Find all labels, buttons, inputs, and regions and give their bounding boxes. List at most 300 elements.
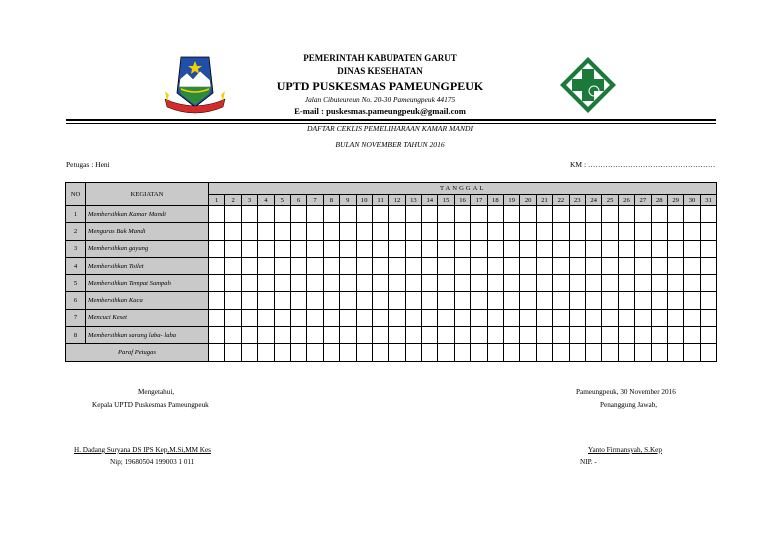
check-cell[interactable] bbox=[618, 206, 634, 223]
day-header-cell: 4 bbox=[258, 195, 274, 206]
check-cell[interactable] bbox=[258, 240, 274, 257]
check-cell[interactable] bbox=[241, 327, 257, 344]
check-cell[interactable] bbox=[274, 206, 290, 223]
check-cell[interactable] bbox=[209, 275, 225, 292]
check-cell[interactable] bbox=[225, 257, 241, 274]
check-cell[interactable] bbox=[405, 327, 421, 344]
check-cell[interactable] bbox=[372, 275, 388, 292]
check-cell[interactable] bbox=[471, 206, 487, 223]
check-cell[interactable] bbox=[553, 309, 569, 326]
check-cell[interactable] bbox=[241, 223, 257, 240]
check-cell[interactable] bbox=[504, 292, 520, 309]
check-cell[interactable] bbox=[700, 275, 717, 292]
check-cell[interactable] bbox=[454, 206, 470, 223]
check-cell[interactable] bbox=[487, 257, 503, 274]
check-cell[interactable] bbox=[618, 257, 634, 274]
table-row bbox=[66, 292, 717, 309]
check-cell[interactable] bbox=[340, 206, 356, 223]
check-cell[interactable] bbox=[569, 309, 585, 326]
check-cell[interactable] bbox=[602, 327, 618, 344]
check-cell[interactable] bbox=[602, 206, 618, 223]
check-cell[interactable] bbox=[290, 327, 306, 344]
check-cell[interactable] bbox=[471, 292, 487, 309]
check-cell[interactable] bbox=[504, 257, 520, 274]
check-cell[interactable] bbox=[635, 240, 651, 257]
check-cell[interactable] bbox=[307, 275, 323, 292]
check-cell[interactable] bbox=[389, 275, 405, 292]
check-cell[interactable] bbox=[504, 275, 520, 292]
check-cell[interactable] bbox=[274, 223, 290, 240]
check-cell[interactable] bbox=[651, 223, 667, 240]
check-cell[interactable] bbox=[290, 275, 306, 292]
check-cell[interactable] bbox=[405, 257, 421, 274]
check-cell[interactable] bbox=[389, 292, 405, 309]
check-cell[interactable] bbox=[536, 206, 552, 223]
check-cell[interactable] bbox=[487, 292, 503, 309]
check-cell[interactable] bbox=[553, 327, 569, 344]
check-cell[interactable] bbox=[667, 206, 683, 223]
check-cell[interactable] bbox=[700, 206, 717, 223]
check-cell[interactable] bbox=[667, 292, 683, 309]
check-cell[interactable] bbox=[651, 240, 667, 257]
day-header-cell: 15 bbox=[438, 195, 454, 206]
check-cell[interactable] bbox=[258, 257, 274, 274]
check-cell[interactable] bbox=[471, 327, 487, 344]
check-cell[interactable] bbox=[438, 275, 454, 292]
check-cell[interactable] bbox=[438, 292, 454, 309]
check-cell[interactable] bbox=[454, 309, 470, 326]
activity-cell: Membersihkan Tempat Sampah bbox=[86, 275, 209, 292]
check-cell[interactable] bbox=[438, 206, 454, 223]
check-cell[interactable] bbox=[569, 240, 585, 257]
check-cell[interactable] bbox=[290, 309, 306, 326]
check-cell[interactable] bbox=[585, 257, 601, 274]
check-cell[interactable] bbox=[323, 275, 339, 292]
check-cell[interactable] bbox=[323, 257, 339, 274]
check-cell[interactable] bbox=[618, 327, 634, 344]
check-cell[interactable] bbox=[504, 223, 520, 240]
check-cell[interactable] bbox=[684, 257, 700, 274]
check-cell[interactable] bbox=[356, 275, 372, 292]
check-cell[interactable] bbox=[209, 309, 225, 326]
check-cell[interactable] bbox=[209, 206, 225, 223]
check-cell[interactable] bbox=[290, 206, 306, 223]
check-cell[interactable] bbox=[684, 309, 700, 326]
check-cell[interactable] bbox=[389, 257, 405, 274]
check-cell[interactable] bbox=[258, 327, 274, 344]
check-cell[interactable] bbox=[651, 309, 667, 326]
check-cell[interactable] bbox=[585, 327, 601, 344]
check-cell[interactable] bbox=[667, 257, 683, 274]
check-cell[interactable] bbox=[225, 206, 241, 223]
check-cell[interactable] bbox=[602, 275, 618, 292]
check-cell[interactable] bbox=[258, 292, 274, 309]
check-cell[interactable] bbox=[422, 309, 438, 326]
day-header-cell: 21 bbox=[536, 195, 552, 206]
check-cell[interactable] bbox=[405, 223, 421, 240]
check-cell[interactable] bbox=[471, 257, 487, 274]
paraf-cell[interactable] bbox=[258, 344, 274, 362]
check-cell[interactable] bbox=[225, 292, 241, 309]
paraf-cell[interactable] bbox=[667, 344, 683, 362]
check-cell[interactable] bbox=[700, 309, 717, 326]
check-cell[interactable] bbox=[307, 292, 323, 309]
check-cell[interactable] bbox=[323, 292, 339, 309]
check-cell[interactable] bbox=[553, 206, 569, 223]
check-cell[interactable] bbox=[225, 309, 241, 326]
check-cell[interactable] bbox=[602, 292, 618, 309]
check-cell[interactable] bbox=[241, 240, 257, 257]
check-cell[interactable] bbox=[241, 275, 257, 292]
paraf-cell[interactable] bbox=[536, 344, 552, 362]
check-cell[interactable] bbox=[258, 223, 274, 240]
check-cell[interactable] bbox=[536, 223, 552, 240]
check-cell[interactable] bbox=[372, 292, 388, 309]
check-cell[interactable] bbox=[372, 240, 388, 257]
check-cell[interactable] bbox=[356, 309, 372, 326]
day-header-cell: 5 bbox=[274, 195, 290, 206]
check-cell[interactable] bbox=[454, 292, 470, 309]
check-cell[interactable] bbox=[667, 275, 683, 292]
paraf-cell[interactable] bbox=[618, 344, 634, 362]
check-cell[interactable] bbox=[340, 257, 356, 274]
check-cell[interactable] bbox=[536, 292, 552, 309]
check-cell[interactable] bbox=[307, 257, 323, 274]
paraf-cell[interactable] bbox=[504, 344, 520, 362]
check-cell[interactable] bbox=[635, 275, 651, 292]
check-cell[interactable] bbox=[618, 240, 634, 257]
paraf-cell[interactable] bbox=[340, 344, 356, 362]
footer-left-label-1: Mengetahui, bbox=[138, 388, 175, 396]
check-cell[interactable] bbox=[684, 275, 700, 292]
paraf-cell[interactable] bbox=[422, 344, 438, 362]
check-cell[interactable] bbox=[520, 206, 536, 223]
check-cell[interactable] bbox=[553, 223, 569, 240]
check-cell[interactable] bbox=[225, 327, 241, 344]
paraf-cell[interactable] bbox=[438, 344, 454, 362]
check-cell[interactable] bbox=[422, 275, 438, 292]
paraf-cell[interactable] bbox=[290, 344, 306, 362]
check-cell[interactable] bbox=[651, 206, 667, 223]
check-cell[interactable] bbox=[307, 206, 323, 223]
paraf-cell[interactable] bbox=[454, 344, 470, 362]
check-cell[interactable] bbox=[422, 206, 438, 223]
check-cell[interactable] bbox=[700, 327, 717, 344]
check-cell[interactable] bbox=[209, 292, 225, 309]
check-cell[interactable] bbox=[274, 257, 290, 274]
check-cell[interactable] bbox=[372, 327, 388, 344]
check-cell[interactable] bbox=[356, 223, 372, 240]
check-cell[interactable] bbox=[651, 327, 667, 344]
check-cell[interactable] bbox=[585, 223, 601, 240]
footer-right-nip: NIP. - bbox=[580, 458, 597, 466]
check-cell[interactable] bbox=[684, 292, 700, 309]
puskesmas-green-cross-emblem-icon bbox=[558, 55, 618, 115]
check-cell[interactable] bbox=[241, 292, 257, 309]
check-cell[interactable] bbox=[356, 240, 372, 257]
check-cell[interactable] bbox=[454, 275, 470, 292]
paraf-cell[interactable] bbox=[307, 344, 323, 362]
check-cell[interactable] bbox=[389, 206, 405, 223]
check-cell[interactable] bbox=[553, 257, 569, 274]
check-cell[interactable] bbox=[307, 223, 323, 240]
table-row bbox=[66, 223, 717, 240]
check-cell[interactable] bbox=[536, 309, 552, 326]
check-cell[interactable] bbox=[684, 206, 700, 223]
table-row bbox=[66, 257, 717, 274]
check-cell[interactable] bbox=[340, 275, 356, 292]
check-cell[interactable] bbox=[405, 240, 421, 257]
check-cell[interactable] bbox=[241, 206, 257, 223]
check-cell[interactable] bbox=[569, 206, 585, 223]
check-cell[interactable] bbox=[422, 257, 438, 274]
check-cell[interactable] bbox=[209, 327, 225, 344]
check-cell[interactable] bbox=[454, 327, 470, 344]
check-cell[interactable] bbox=[667, 309, 683, 326]
check-cell[interactable] bbox=[290, 240, 306, 257]
paraf-cell[interactable] bbox=[602, 344, 618, 362]
check-cell[interactable] bbox=[487, 309, 503, 326]
check-cell[interactable] bbox=[618, 275, 634, 292]
paraf-cell[interactable] bbox=[274, 344, 290, 362]
check-cell[interactable] bbox=[553, 275, 569, 292]
check-cell[interactable] bbox=[274, 327, 290, 344]
check-cell[interactable] bbox=[405, 206, 421, 223]
checklist-table bbox=[65, 182, 717, 362]
check-cell[interactable] bbox=[585, 292, 601, 309]
check-cell[interactable] bbox=[225, 240, 241, 257]
check-cell[interactable] bbox=[569, 275, 585, 292]
paraf-cell[interactable] bbox=[323, 344, 339, 362]
check-cell[interactable] bbox=[700, 257, 717, 274]
check-cell[interactable] bbox=[356, 292, 372, 309]
row-number: 4 bbox=[66, 257, 86, 274]
paraf-cell[interactable] bbox=[569, 344, 585, 362]
check-cell[interactable] bbox=[569, 257, 585, 274]
check-cell[interactable] bbox=[290, 292, 306, 309]
check-cell[interactable] bbox=[471, 309, 487, 326]
check-cell[interactable] bbox=[487, 206, 503, 223]
paraf-cell[interactable] bbox=[635, 344, 651, 362]
check-cell[interactable] bbox=[585, 240, 601, 257]
check-cell[interactable] bbox=[651, 275, 667, 292]
check-cell[interactable] bbox=[569, 223, 585, 240]
check-cell[interactable] bbox=[635, 257, 651, 274]
paraf-cell[interactable] bbox=[356, 344, 372, 362]
check-cell[interactable] bbox=[323, 309, 339, 326]
check-cell[interactable] bbox=[651, 292, 667, 309]
check-cell[interactable] bbox=[585, 275, 601, 292]
check-cell[interactable] bbox=[504, 206, 520, 223]
check-cell[interactable] bbox=[209, 257, 225, 274]
check-cell[interactable] bbox=[389, 240, 405, 257]
day-header-cell: 20 bbox=[520, 195, 536, 206]
check-cell[interactable] bbox=[602, 309, 618, 326]
check-cell[interactable] bbox=[274, 309, 290, 326]
header-line-1: PEMERINTAH KABUPATEN GARUT bbox=[303, 53, 457, 63]
row-number: 3 bbox=[66, 240, 86, 257]
check-cell[interactable] bbox=[635, 206, 651, 223]
check-cell[interactable] bbox=[438, 257, 454, 274]
document-period: BULAN NOVEMBER TAHUN 2016 bbox=[335, 140, 445, 149]
check-cell[interactable] bbox=[471, 240, 487, 257]
check-cell[interactable] bbox=[405, 309, 421, 326]
check-cell[interactable] bbox=[520, 327, 536, 344]
check-cell[interactable] bbox=[258, 206, 274, 223]
check-cell[interactable] bbox=[602, 223, 618, 240]
check-cell[interactable] bbox=[504, 240, 520, 257]
paraf-cell[interactable] bbox=[520, 344, 536, 362]
paraf-cell[interactable] bbox=[241, 344, 257, 362]
paraf-cell[interactable] bbox=[389, 344, 405, 362]
check-cell[interactable] bbox=[241, 257, 257, 274]
paraf-cell[interactable] bbox=[684, 344, 700, 362]
check-cell[interactable] bbox=[209, 223, 225, 240]
check-cell[interactable] bbox=[618, 292, 634, 309]
activity-cell: Membersihkan gayung bbox=[86, 240, 209, 257]
check-cell[interactable] bbox=[340, 223, 356, 240]
check-cell[interactable] bbox=[405, 275, 421, 292]
check-cell[interactable] bbox=[225, 275, 241, 292]
check-cell[interactable] bbox=[635, 309, 651, 326]
check-cell[interactable] bbox=[700, 240, 717, 257]
check-cell[interactable] bbox=[684, 240, 700, 257]
check-cell[interactable] bbox=[569, 292, 585, 309]
check-cell[interactable] bbox=[487, 240, 503, 257]
check-cell[interactable] bbox=[356, 257, 372, 274]
check-cell[interactable] bbox=[340, 327, 356, 344]
check-cell[interactable] bbox=[307, 240, 323, 257]
check-cell[interactable] bbox=[274, 240, 290, 257]
check-cell[interactable] bbox=[438, 327, 454, 344]
check-cell[interactable] bbox=[290, 257, 306, 274]
check-cell[interactable] bbox=[487, 223, 503, 240]
check-cell[interactable] bbox=[569, 327, 585, 344]
check-cell[interactable] bbox=[422, 292, 438, 309]
check-cell[interactable] bbox=[356, 327, 372, 344]
check-cell[interactable] bbox=[520, 223, 536, 240]
check-cell[interactable] bbox=[684, 327, 700, 344]
paraf-cell[interactable] bbox=[700, 344, 717, 362]
check-cell[interactable] bbox=[307, 309, 323, 326]
check-cell[interactable] bbox=[438, 309, 454, 326]
check-cell[interactable] bbox=[684, 223, 700, 240]
check-cell[interactable] bbox=[536, 327, 552, 344]
paraf-label: Paraf Petugas bbox=[66, 344, 209, 362]
check-cell[interactable] bbox=[438, 223, 454, 240]
check-cell[interactable] bbox=[389, 327, 405, 344]
check-cell[interactable] bbox=[585, 309, 601, 326]
check-cell[interactable] bbox=[553, 292, 569, 309]
check-cell[interactable] bbox=[454, 223, 470, 240]
paraf-cell[interactable] bbox=[487, 344, 503, 362]
check-cell[interactable] bbox=[487, 275, 503, 292]
check-cell[interactable] bbox=[274, 275, 290, 292]
paraf-cell[interactable] bbox=[405, 344, 421, 362]
check-cell[interactable] bbox=[536, 275, 552, 292]
check-cell[interactable] bbox=[504, 309, 520, 326]
check-cell[interactable] bbox=[422, 240, 438, 257]
check-cell[interactable] bbox=[651, 257, 667, 274]
check-cell[interactable] bbox=[323, 206, 339, 223]
check-cell[interactable] bbox=[340, 309, 356, 326]
check-cell[interactable] bbox=[422, 223, 438, 240]
check-cell[interactable] bbox=[422, 327, 438, 344]
check-cell[interactable] bbox=[307, 327, 323, 344]
header-line-3: UPTD PUSKESMAS PAMEUNGPEUK bbox=[276, 79, 484, 93]
check-cell[interactable] bbox=[618, 223, 634, 240]
check-cell[interactable] bbox=[553, 240, 569, 257]
check-cell[interactable] bbox=[520, 257, 536, 274]
check-cell[interactable] bbox=[585, 206, 601, 223]
check-cell[interactable] bbox=[602, 240, 618, 257]
paraf-cell[interactable] bbox=[585, 344, 601, 362]
check-cell[interactable] bbox=[667, 327, 683, 344]
check-cell[interactable] bbox=[618, 309, 634, 326]
check-cell[interactable] bbox=[635, 223, 651, 240]
paraf-cell[interactable] bbox=[651, 344, 667, 362]
check-cell[interactable] bbox=[635, 292, 651, 309]
check-cell[interactable] bbox=[389, 309, 405, 326]
check-cell[interactable] bbox=[372, 223, 388, 240]
check-cell[interactable] bbox=[290, 223, 306, 240]
check-cell[interactable] bbox=[340, 240, 356, 257]
check-cell[interactable] bbox=[454, 240, 470, 257]
check-cell[interactable] bbox=[520, 292, 536, 309]
check-cell[interactable] bbox=[700, 223, 717, 240]
check-cell[interactable] bbox=[504, 327, 520, 344]
check-cell[interactable] bbox=[471, 223, 487, 240]
check-cell[interactable] bbox=[667, 240, 683, 257]
paraf-cell[interactable] bbox=[225, 344, 241, 362]
check-cell[interactable] bbox=[241, 309, 257, 326]
check-cell[interactable] bbox=[323, 327, 339, 344]
check-cell[interactable] bbox=[258, 275, 274, 292]
check-cell[interactable] bbox=[536, 240, 552, 257]
check-cell[interactable] bbox=[225, 223, 241, 240]
check-cell[interactable] bbox=[372, 309, 388, 326]
check-cell[interactable] bbox=[520, 275, 536, 292]
paraf-cell[interactable] bbox=[372, 344, 388, 362]
activity-cell: Mencuci Keset bbox=[86, 309, 209, 326]
check-cell[interactable] bbox=[258, 309, 274, 326]
check-cell[interactable] bbox=[520, 309, 536, 326]
check-cell[interactable] bbox=[323, 223, 339, 240]
paraf-cell[interactable] bbox=[209, 344, 225, 362]
check-cell[interactable] bbox=[536, 257, 552, 274]
check-cell[interactable] bbox=[323, 240, 339, 257]
check-cell[interactable] bbox=[454, 257, 470, 274]
check-cell[interactable] bbox=[471, 275, 487, 292]
check-cell[interactable] bbox=[405, 292, 421, 309]
check-cell[interactable] bbox=[520, 240, 536, 257]
check-cell[interactable] bbox=[372, 206, 388, 223]
paraf-cell[interactable] bbox=[471, 344, 487, 362]
check-cell[interactable] bbox=[389, 223, 405, 240]
paraf-cell[interactable] bbox=[553, 344, 569, 362]
check-cell[interactable] bbox=[602, 257, 618, 274]
check-cell[interactable] bbox=[372, 257, 388, 274]
check-cell[interactable] bbox=[487, 327, 503, 344]
check-cell[interactable] bbox=[356, 206, 372, 223]
check-cell[interactable] bbox=[209, 240, 225, 257]
check-cell[interactable] bbox=[635, 327, 651, 344]
check-cell[interactable] bbox=[274, 292, 290, 309]
check-cell[interactable] bbox=[438, 240, 454, 257]
check-cell[interactable] bbox=[700, 292, 717, 309]
check-cell[interactable] bbox=[340, 292, 356, 309]
check-cell[interactable] bbox=[667, 223, 683, 240]
